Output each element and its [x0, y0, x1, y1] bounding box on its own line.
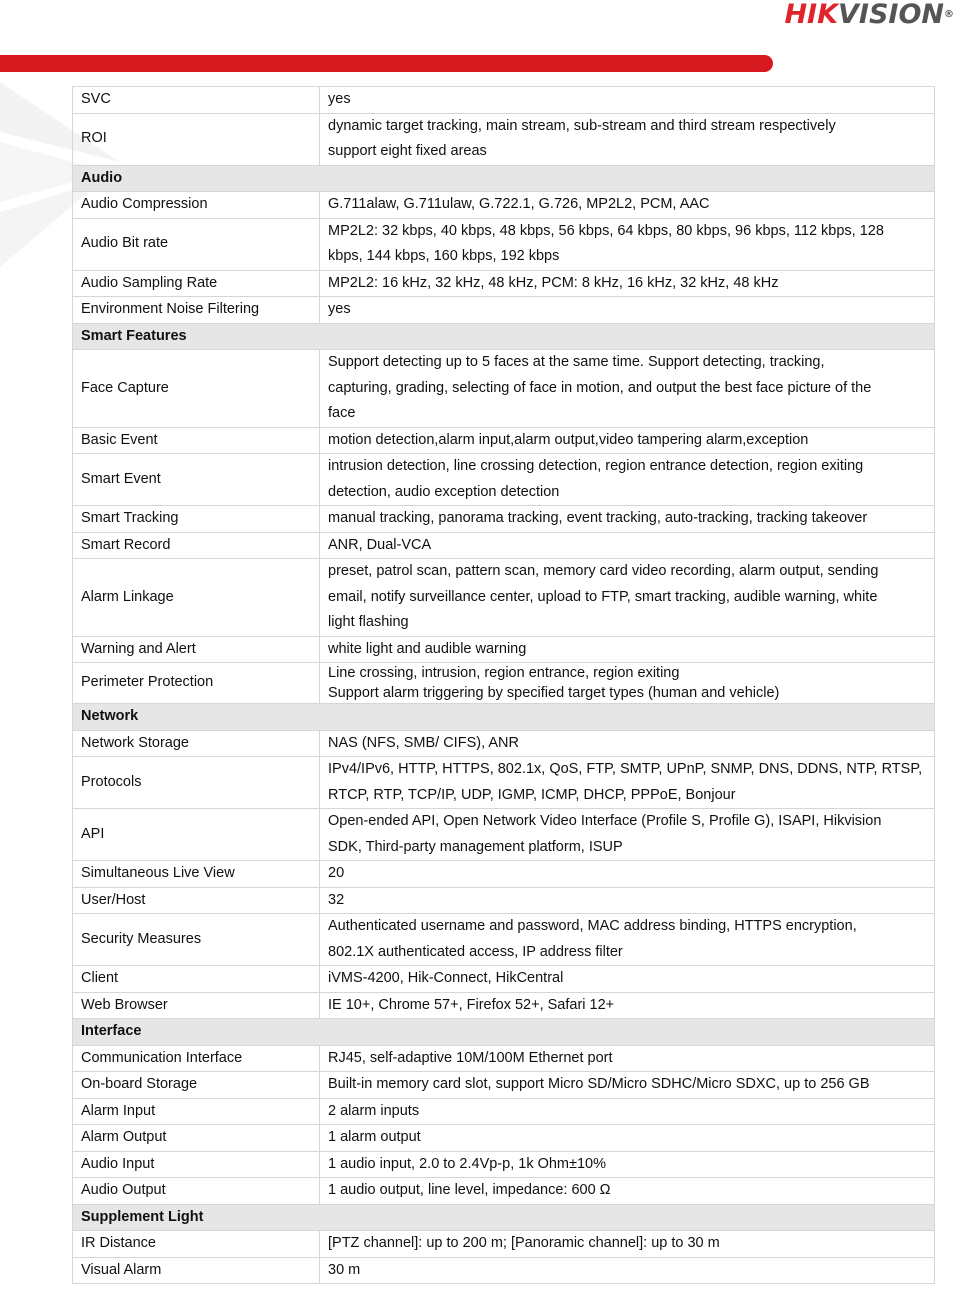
spec-key: Visual Alarm — [73, 1257, 320, 1284]
spec-row — [73, 757, 935, 809]
spec-value: Open-ended API, Open Network Video Interface (Profile S, Profile G), ISAPI, Hikvision SDK, Third-party management platform, ISUP — [320, 809, 935, 861]
spec-value: dynamic target tracking, main stream, sub-stream and third stream respectively support eight fixed areas — [320, 113, 935, 165]
spec-value: yes — [320, 297, 935, 324]
spec-value: Line crossing, intrusion, region entrance, region exiting Support alarm triggering by specified target types (human and vehicle) — [320, 663, 935, 704]
spec-row — [73, 1178, 935, 1205]
spec-row — [73, 559, 935, 637]
spec-key: Simultaneous Live View — [73, 861, 320, 888]
spec-value: [PTZ channel]: up to 200 m; [Panoramic channel]: up to 30 m — [320, 1231, 935, 1258]
spec-key: Audio Compression — [73, 192, 320, 219]
spec-key: Security Measures — [73, 914, 320, 966]
spec-value: yes — [320, 87, 935, 114]
spec-row — [73, 427, 935, 454]
spec-value: preset, patrol scan, pattern scan, memory card video recording, alarm output, sending email, notify surveillance center, upload to FTP, smart tracking, audible warning, white light flashing — [320, 559, 935, 637]
hikvision-logo — [784, 0, 954, 30]
section-header-row — [73, 1019, 935, 1046]
spec-value: IE 10+, Chrome 57+, Firefox 52+, Safari 12+ — [320, 992, 935, 1019]
spec-row — [73, 966, 935, 993]
spec-row — [73, 809, 935, 861]
spec-value: MP2L2: 16 kHz, 32 kHz, 48 kHz, PCM: 8 kHz, 16 kHz, 32 kHz, 48 kHz — [320, 270, 935, 297]
spec-row — [73, 730, 935, 757]
spec-value: Authenticated username and password, MAC address binding, HTTPS encryption, 802.1X authenticated access, IP address filter — [320, 914, 935, 966]
spec-row — [73, 992, 935, 1019]
spec-value: motion detection,alarm input,alarm output,video tampering alarm,exception — [320, 427, 935, 454]
spec-key: Network Storage — [73, 730, 320, 757]
header-red-bar — [0, 55, 773, 72]
spec-row — [73, 1257, 935, 1284]
spec-value: NAS (NFS, SMB/ CIFS), ANR — [320, 730, 935, 757]
spec-value: IPv4/IPv6, HTTP, HTTPS, 802.1x, QoS, FTP, SMTP, UPnP, SNMP, DNS, DDNS, NTP, RTSP, RTCP, RTP, TCP/IP, UDP, IGMP, ICMP, DHCP, PPPoE, Bonjour — [320, 757, 935, 809]
section-header-row — [73, 1204, 935, 1231]
spec-key: Alarm Input — [73, 1098, 320, 1125]
section-title: Interface — [73, 1019, 935, 1046]
spec-key: Smart Record — [73, 532, 320, 559]
logo-text-grey: VISION — [838, 0, 944, 30]
spec-key: Perimeter Protection — [73, 663, 320, 704]
spec-row — [73, 87, 935, 114]
section-title: Smart Features — [73, 323, 935, 350]
spec-key: Basic Event — [73, 427, 320, 454]
spec-value: MP2L2: 32 kbps, 40 kbps, 48 kbps, 56 kbps, 64 kbps, 80 kbps, 96 kbps, 112 kbps, 128 kbps, 144 kbps, 160 kbps, 192 kbps — [320, 218, 935, 270]
spec-key: Web Browser — [73, 992, 320, 1019]
spec-value: 1 audio output, line level, impedance: 600 Ω — [320, 1178, 935, 1205]
spec-value: 1 alarm output — [320, 1125, 935, 1152]
spec-value: manual tracking, panorama tracking, event tracking, auto-tracking, tracking takeover — [320, 506, 935, 533]
spec-row — [73, 192, 935, 219]
spec-row — [73, 861, 935, 888]
spec-key: ROI — [73, 113, 320, 165]
section-header-row — [73, 323, 935, 350]
spec-key: SVC — [73, 87, 320, 114]
spec-value: RJ45, self-adaptive 10M/100M Ethernet port — [320, 1045, 935, 1072]
spec-key: Alarm Linkage — [73, 559, 320, 637]
spec-key: Communication Interface — [73, 1045, 320, 1072]
spec-key: Smart Event — [73, 454, 320, 506]
spec-value: Built-in memory card slot, support Micro SD/Micro SDHC/Micro SDXC, up to 256 GB — [320, 1072, 935, 1099]
spec-row — [73, 1231, 935, 1258]
spec-value: 20 — [320, 861, 935, 888]
spec-key: User/Host — [73, 887, 320, 914]
spec-row — [73, 636, 935, 663]
spec-row — [73, 506, 935, 533]
spec-value: 32 — [320, 887, 935, 914]
spec-row — [73, 887, 935, 914]
spec-value: ANR, Dual-VCA — [320, 532, 935, 559]
spec-row — [73, 914, 935, 966]
spec-value: 30 m — [320, 1257, 935, 1284]
spec-key: Alarm Output — [73, 1125, 320, 1152]
section-title: Audio — [73, 165, 935, 192]
spec-row — [73, 1125, 935, 1152]
spec-key: Protocols — [73, 757, 320, 809]
section-title: Network — [73, 704, 935, 731]
spec-row — [73, 532, 935, 559]
spec-key: Client — [73, 966, 320, 993]
spec-row — [73, 454, 935, 506]
spec-key: Face Capture — [73, 350, 320, 428]
spec-row — [73, 270, 935, 297]
spec-row — [73, 297, 935, 324]
spec-key: API — [73, 809, 320, 861]
spec-value: G.711alaw, G.711ulaw, G.722.1, G.726, MP2L2, PCM, AAC — [320, 192, 935, 219]
spec-row — [73, 1098, 935, 1125]
section-header-row — [73, 704, 935, 731]
spec-value: 2 alarm inputs — [320, 1098, 935, 1125]
spec-row — [73, 1045, 935, 1072]
section-title: Supplement Light — [73, 1204, 935, 1231]
spec-value: Support detecting up to 5 faces at the same time. Support detecting, tracking, capturing, grading, selecting of face in motion, and output the best face picture of the face — [320, 350, 935, 428]
spec-value: 1 audio input, 2.0 to 2.4Vp-p, 1k Ohm±10% — [320, 1151, 935, 1178]
spec-key: Smart Tracking — [73, 506, 320, 533]
section-header-row — [73, 165, 935, 192]
spec-key: Warning and Alert — [73, 636, 320, 663]
spec-key: Audio Sampling Rate — [73, 270, 320, 297]
spec-table — [72, 86, 935, 1284]
spec-row — [73, 350, 935, 428]
spec-key: Environment Noise Filtering — [73, 297, 320, 324]
spec-row — [73, 113, 935, 165]
spec-key: On-board Storage — [73, 1072, 320, 1099]
spec-table-body — [73, 87, 935, 1284]
spec-row — [73, 218, 935, 270]
spec-value: white light and audible warning — [320, 636, 935, 663]
spec-key: Audio Bit rate — [73, 218, 320, 270]
logo-registered-mark: ® — [944, 9, 954, 20]
spec-key: Audio Output — [73, 1178, 320, 1205]
spec-key: IR Distance — [73, 1231, 320, 1258]
spec-row — [73, 1072, 935, 1099]
spec-value: iVMS-4200, Hik-Connect, HikCentral — [320, 966, 935, 993]
spec-row — [73, 663, 935, 704]
logo-text-red: HIK — [784, 0, 839, 30]
spec-value: intrusion detection, line crossing detection, region entrance detection, region exiting detection, audio exception detection — [320, 454, 935, 506]
spec-row — [73, 1151, 935, 1178]
spec-key: Audio Input — [73, 1151, 320, 1178]
